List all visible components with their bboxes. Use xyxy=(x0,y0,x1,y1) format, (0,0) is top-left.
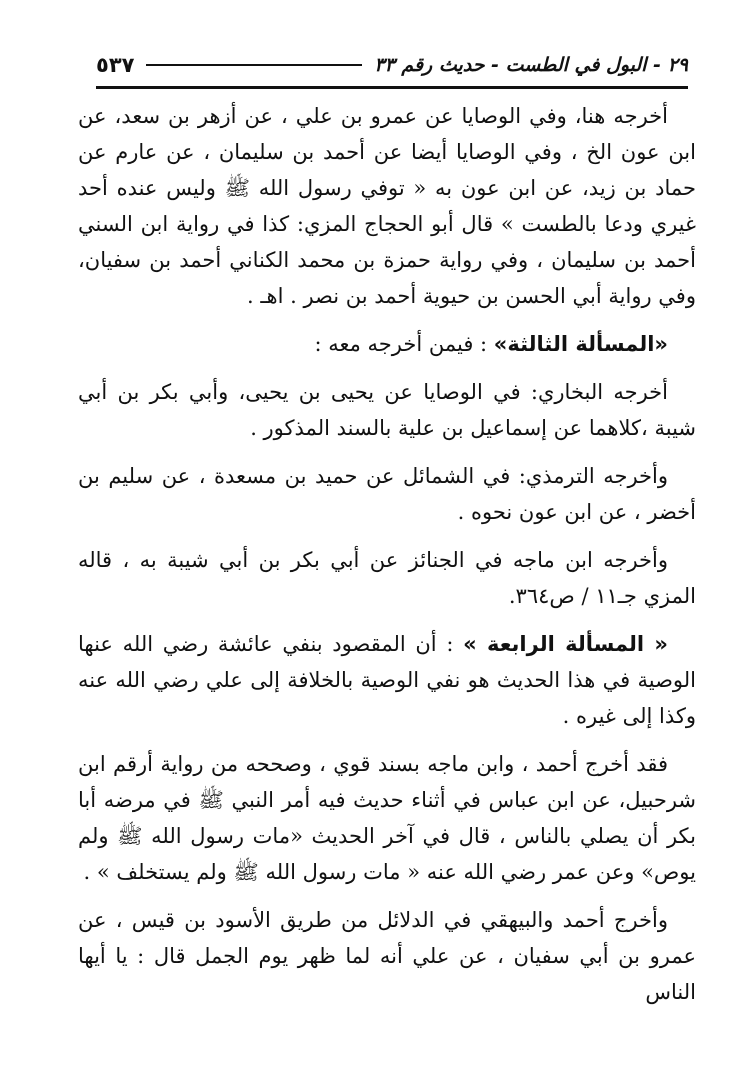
paragraph-text: أخرجه هنا، وفي الوصايا عن عمرو بن علي ، عن أزهر بن سعد، عن ابن عون الخ ، وفي الوصايا أيضا عن أحمد بن سليمان ، عن عارم عن حماد بن زيد، عن ابن عون به « توفي رسول الله ﷺ وليس عنده أحد غيري ودعا بالطست » قال أبو الحجاج المزي: كذا في رواية ابن السني أحمد بن سليمان ، وفي رواية حمزة بن محمد الكناني أحمد بن سفيان، وفي رواية أبي الحسن بن حيوية أحمد بن نصر . اهـ . xyxy=(78,104,696,308)
paragraph-text: أخرجه البخاري: في الوصايا عن يحيى بن يحيى، وأبي بكر بن أبي شيبة ،كلاهما عن إسماعيل بن علية بالسند المذكور . xyxy=(78,380,696,440)
section-heading: « المسألة الرابعة » xyxy=(463,632,668,656)
header-title: ٢٩ - البول في الطست - حديث رقم ٣٣ xyxy=(374,54,688,76)
page-number: ٥٣٧ xyxy=(96,53,135,77)
paragraph-text: وأخرجه ابن ماجه في الجنائز عن أبي بكر بن أبي شيبة به ، قاله المزي جـ١١ / ص٣٦٤. xyxy=(78,548,696,608)
paragraph-text: وأخرجه الترمذي: في الشمائل عن حميد بن مسعدة ، عن سليم بن أخضر ، عن ابن عون نحوه . xyxy=(78,464,696,524)
paragraph-text: فقد أخرج أحمد ، وابن ماجه بسند قوي ، وصححه من رواية أرقم ابن شرحبيل، عن ابن عباس في أثناء حديث فيه أمر النبي ﷺ في مرضه أبا بكر أن يصلي بالناس ، قال في آخر الحديث «مات رسول الله ﷺ ولم يوص» وعن عمر رضي الله عنه « مات رسول الله ﷺ ولم يستخلف » . xyxy=(78,752,696,884)
paragraph xyxy=(78,746,696,890)
paragraph xyxy=(78,458,696,530)
header-divider xyxy=(96,86,688,89)
paragraph xyxy=(78,626,696,734)
paragraph xyxy=(78,374,696,446)
paragraph xyxy=(78,542,696,614)
paragraph xyxy=(78,98,696,314)
body-text xyxy=(78,98,696,1022)
paragraph-text: : فيمن أخرجه معه : xyxy=(314,332,494,356)
paragraph-text: وأخرج أحمد والبيهقي في الدلائل من طريق الأسود بن قيس ، عن عمرو بن أبي سفيان ، عن علي أنه لما ظهر يوم الجمل قال : يا أيها الناس xyxy=(78,908,696,1004)
section-heading: «المسألة الثالثة» xyxy=(493,332,668,356)
header-rule xyxy=(146,64,362,66)
running-header xyxy=(96,48,688,82)
paragraph xyxy=(78,902,696,1010)
paragraph-text: : أن المقصود بنفي عائشة رضي الله عنها الوصية في هذا الحديث هو نفي الوصية بالخلافة إلى علي رضي الله عنه وكذا إلى غيره . xyxy=(78,632,696,728)
paragraph xyxy=(78,326,696,362)
